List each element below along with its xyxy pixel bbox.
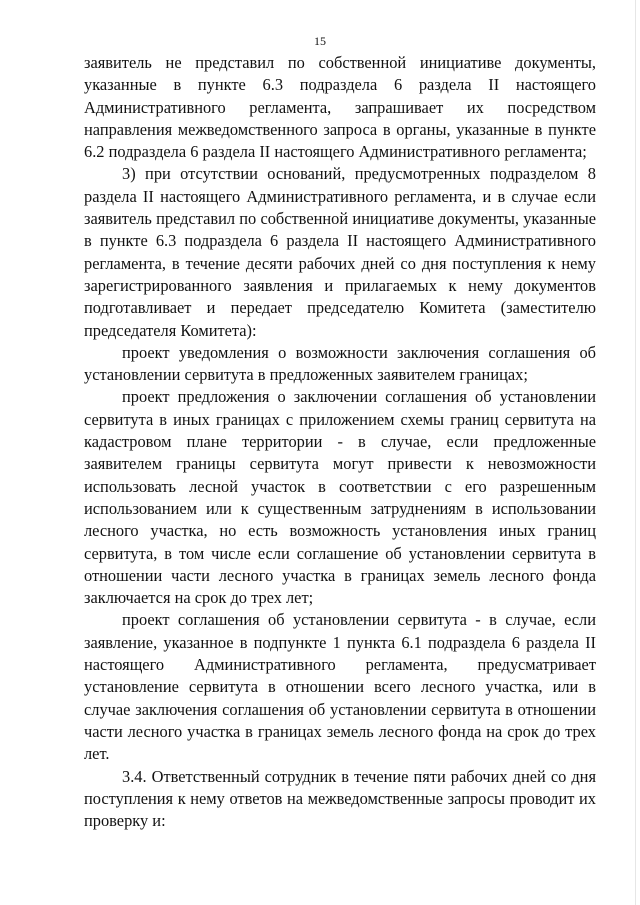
page-number: 15 bbox=[314, 34, 326, 48]
paragraph-agreement-draft: проект соглашения об установлении сервитута - в случае, если заявление, указанное в подпункте 1 пункта 6.1 подраздела 6 раздела II настоящего Административного регламента, предусматривает установление сервитута в отношении всего лесного участка, или в случае заключения соглашения об установлении сервитута в отношении части лесного участка в границах земель лесного фонда на срок до трех лет. bbox=[84, 610, 596, 764]
paragraph-proposal-draft: проект предложения о заключении соглашения об установлении сервитута в иных границах с приложением схемы границ сервитута на кадастровом плане территории - в случае, если предложенные заявителем границы сервитута могут привести к невозможности использовать лесной участок в соответствии с его разрешенным использованием или к существенным затруднениям в использовании лесного участка, но есть возможность установления иных границ сервитута, в том числе если соглашение об установлении сервитута в отношении части лесного участка в границах земель лесного фонда заключается на срок до трех лет; bbox=[84, 387, 596, 608]
scan-edge-line bbox=[635, 0, 636, 905]
paragraph-continuation: заявитель не представил по собственной инициативе документы, указанные в пункте 6.3 подраздела 6 раздела II настоящего Административного регламента, запрашивает их посредством направления межведомственного запроса в органы, указанные в пункте 6.2 подраздела 6 раздела II настоящего Административного регламента; bbox=[84, 53, 596, 162]
paragraph-section-3-4: 3.4. Ответственный сотрудник в течение пяти рабочих дней со дня поступления к нему ответов на межведомственные запросы проводит их проверку и: bbox=[84, 766, 596, 831]
paragraph-notification-draft: проект уведомления о возможности заключения соглашения об установлении сервитута в предложенных заявителем границах; bbox=[84, 342, 596, 385]
paragraph-item-3: 3) при отсутствии оснований, предусмотренных подразделом 8 раздела II настоящего Административного регламента, и в случае если заявитель представил по собственной инициативе документы, указанные в пункте 6.3 подраздела 6 раздела II настоящего Административного регламента, в течение десяти рабочих дней со дня поступления к нему зарегистрированного заявления и прилагаемых к нему документов подготавливает и передает председателю Комитета (заместителю председателя Комитета): bbox=[84, 164, 596, 340]
document-body bbox=[84, 52, 596, 832]
